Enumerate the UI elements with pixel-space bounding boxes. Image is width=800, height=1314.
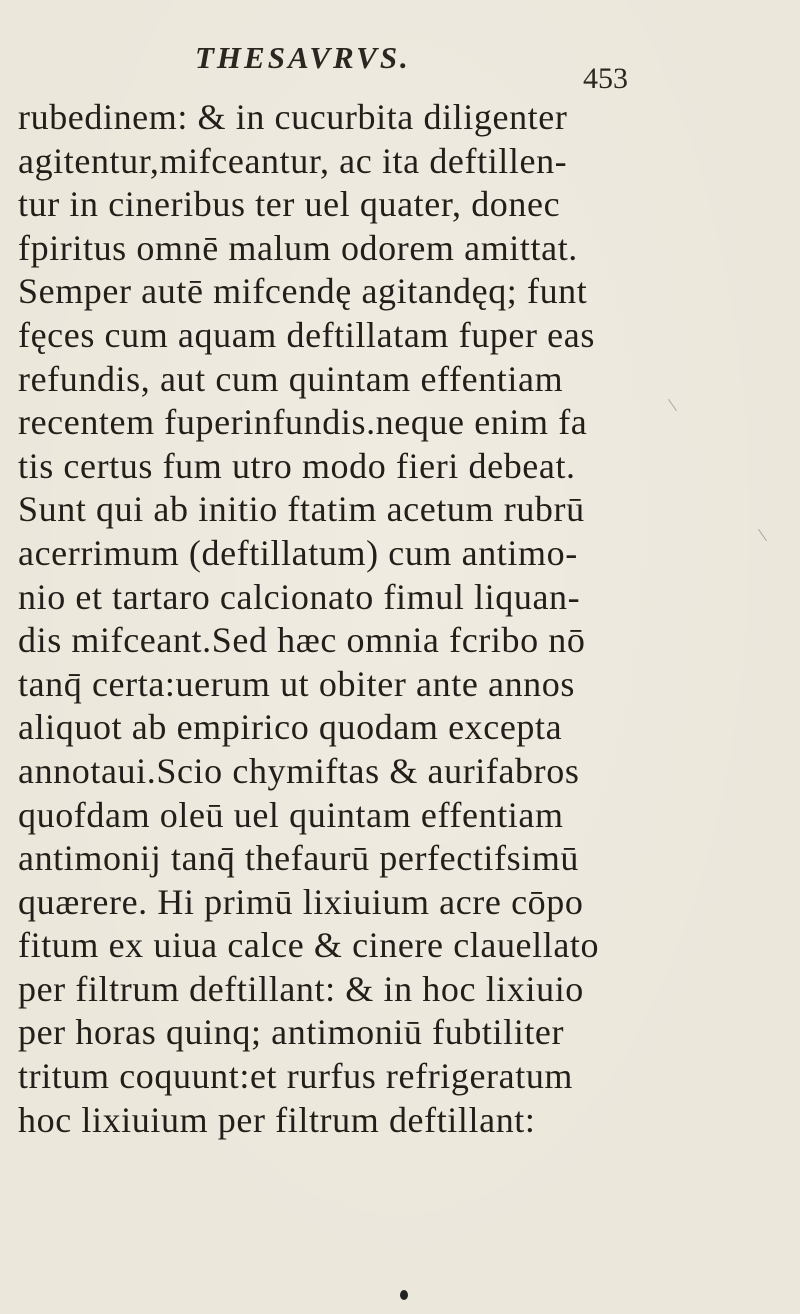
- text-line: fpiritus omnē malum odorem amittat.: [18, 227, 578, 268]
- text-line: tanq̄ certa:uerum ut obiter ante annos: [18, 663, 575, 704]
- text-line: fęces cum aquam deftillatam fuper eas: [18, 314, 595, 355]
- text-line: nio et tartaro calcionato fimul liquan-: [18, 576, 581, 617]
- text-line: quærere. Hi primū lixiuium acre cōpo: [18, 881, 584, 922]
- text-line: Semper autē mifcendę agitandęq; funt: [18, 271, 588, 312]
- text-line: recentem fuperinfundis.neque enim fa: [18, 402, 588, 443]
- text-line: per filtrum deftillant: & in hoc lixiuio: [18, 968, 584, 1009]
- paper-mark: [668, 399, 677, 411]
- paper-mark: [758, 529, 767, 541]
- text-line: tur in cineribus ter uel quater, donec: [18, 184, 561, 225]
- text-line: Sunt qui ab initio ftatim acetum rubrū: [18, 489, 585, 530]
- text-line: aliquot ab empirico quodam excepta: [18, 707, 563, 748]
- ink-speck: [400, 1290, 408, 1300]
- text-line: agitentur,mifceantur, ac ita deftillen-: [18, 140, 568, 181]
- text-line: antimonij tanq̄ thefaurū perfectifsimū: [18, 838, 580, 879]
- text-line: hoc lixiuium per filtrum deftillant:: [18, 1099, 536, 1140]
- text-line: annotaui.Scio chymiftas & aurifabros: [18, 750, 580, 791]
- text-line: per horas quinq; antimoniū fubtiliter: [18, 1012, 565, 1053]
- page-number: 453: [583, 62, 628, 95]
- body-text: [18, 96, 658, 1142]
- text-line: refundis, aut cum quintam effentiam: [18, 358, 564, 399]
- text-line: tis certus fum utro modo fieri debeat.: [18, 445, 576, 486]
- text-line: fitum ex uiua calce & cinere clauellato: [18, 925, 600, 966]
- text-line: tritum coquunt:et rurfus refrigeratum: [18, 1056, 574, 1097]
- running-head: THESAVRVS.: [195, 40, 411, 75]
- text-line: quofdam oleū uel quintam effentiam: [18, 794, 564, 835]
- text-line: rubedinem: & in cucurbita diligenter: [18, 97, 568, 137]
- text-line: acerrimum (deftillatum) cum antimo-: [18, 532, 578, 573]
- text-line: dis mifceant.Sed hæc omnia fcribo nō: [18, 620, 586, 661]
